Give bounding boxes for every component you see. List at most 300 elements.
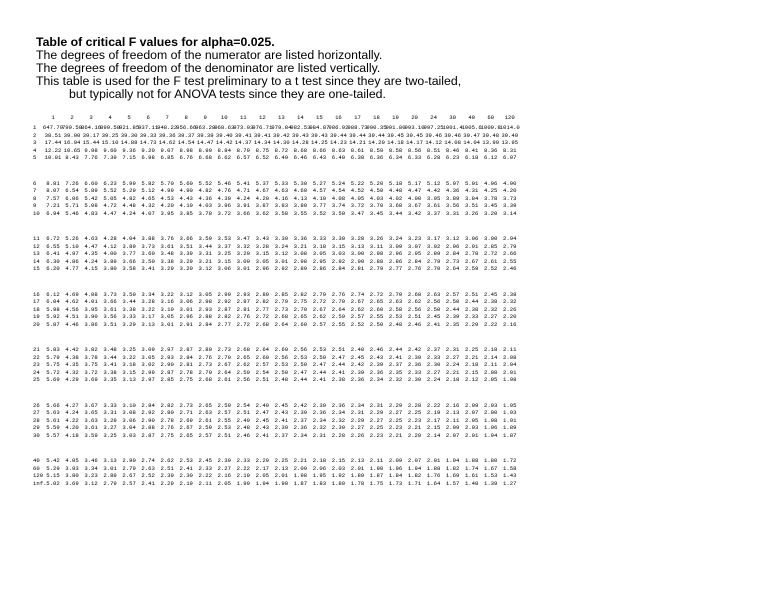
table-cell: 2.70 [388, 290, 403, 298]
table-cell: 5.92 [46, 313, 60, 320]
table-cell: 2.19 [426, 409, 441, 416]
table-cell: 2.34 [312, 416, 327, 424]
table-cell: 2.41 [255, 431, 270, 439]
table-cell: 3.86 [84, 320, 98, 328]
table-cell: 4.69 [65, 290, 79, 298]
table-cell: 3.61 [426, 202, 441, 209]
table-cell: 6.68 [198, 154, 212, 161]
table-cell: 2.70 [426, 265, 441, 272]
table-cell: 2.05 [255, 472, 270, 479]
table-cell: 2.82 [293, 290, 308, 298]
table-cell: 2.01 [350, 464, 365, 472]
table-cell: 15.44 [82, 139, 100, 146]
table-cell: 2.98 [198, 298, 212, 305]
table-cell: 2.34 [331, 409, 346, 416]
table-cell: 3.00 [350, 250, 365, 257]
table-cell: 39.46 [444, 131, 462, 139]
table-cell: 3.93 [65, 464, 79, 472]
table-cell: 2.29 [464, 320, 479, 328]
table-cell: 2.57 [445, 290, 460, 298]
table-cell: 8.36 [483, 146, 498, 154]
table-cell: 4.35 [65, 361, 79, 368]
row-label-df-24: 24 [33, 368, 40, 376]
table-cell: 2.26 [350, 431, 365, 439]
table-cell: 2.80 [160, 409, 174, 416]
table-cell: 2.48 [236, 424, 251, 431]
table-cell: 2.51 [217, 431, 231, 439]
table-cell: 5.15 [46, 472, 60, 479]
table-cell: 2.27 [350, 424, 365, 431]
table-cell: 2.16 [503, 320, 517, 328]
table-cell: 2.95 [312, 257, 327, 265]
table-cell: 2.29 [255, 457, 270, 464]
table-cell: 3.69 [65, 479, 79, 487]
table-cell: 3.95 [160, 209, 174, 217]
table-cell: 5.46 [217, 179, 231, 187]
table-cell: 2.56 [274, 353, 289, 361]
table-cell: 3.29 [103, 416, 117, 424]
table-cell: 2.82 [255, 298, 270, 305]
table-cell: 2.67 [350, 298, 365, 305]
table-cell: 2.60 [255, 353, 270, 361]
table-cell: 2.90 [122, 457, 136, 464]
table-cell: 3.73 [103, 290, 117, 298]
row-label-df-26: 26 [33, 401, 40, 409]
table-cell: 2.34 [369, 376, 384, 383]
table-cell: 1.99 [236, 479, 251, 487]
row-label-df-16: 16 [33, 290, 40, 298]
table-cell: 1.74 [464, 464, 479, 472]
table-cell: 2.55 [503, 257, 517, 265]
table-cell: 2.22 [236, 464, 251, 472]
table-cell: 2.71 [179, 409, 193, 416]
table-cell: 2.79 [274, 298, 289, 305]
table-cell: 2.32 [503, 298, 517, 305]
table-cell: 2.76 [331, 290, 346, 298]
table-cell: 2.01 [426, 457, 441, 464]
table-cell: 799.50 [61, 124, 83, 131]
table-cell: 3.26 [369, 235, 384, 242]
table-cell: 14.28 [291, 139, 309, 146]
column-header-df-8: 8 [184, 114, 188, 121]
table-cell: 4.24 [236, 194, 251, 202]
table-cell: 14.47 [196, 139, 214, 146]
document-heading: Table of critical F values for alpha=0.025. [36, 35, 275, 49]
table-cell: 3.68 [388, 202, 403, 209]
table-cell: 3.43 [255, 235, 270, 242]
row-label-df-28: 28 [33, 416, 40, 424]
table-cell: 2.38 [483, 298, 498, 305]
table-cell: 14.08 [444, 139, 462, 146]
table-cell: 15.10 [101, 139, 119, 146]
table-cell: 4.72 [103, 202, 117, 209]
table-cell: 2.57 [217, 409, 231, 416]
table-cell: 2.51 [407, 313, 422, 320]
table-cell: 2.03 [483, 401, 498, 409]
table-cell: 2.96 [255, 265, 270, 272]
table-cell: 14.88 [120, 139, 138, 146]
table-cell: 3.16 [160, 298, 174, 305]
table-cell: 4.76 [217, 187, 231, 194]
table-cell: 3.39 [503, 202, 517, 209]
table-cell: 2.50 [369, 320, 384, 328]
row-label-df-20: 20 [33, 320, 40, 328]
table-cell: 6.40 [331, 154, 346, 161]
table-cell: 2.45 [198, 457, 212, 464]
table-cell: 5.42 [46, 457, 60, 464]
table-cell: 5.22 [350, 179, 365, 187]
table-cell: 3.02 [141, 361, 155, 368]
table-cell: 2.53 [179, 457, 193, 464]
table-cell: 3.12 [84, 479, 98, 487]
column-header-df-6: 6 [146, 114, 150, 121]
table-cell: 5.12 [141, 187, 155, 194]
table-cell: 1.93 [503, 409, 517, 416]
table-cell: 9.20 [141, 146, 155, 154]
table-cell: 7.26 [65, 179, 79, 187]
table-cell: 6.85 [160, 154, 174, 161]
table-cell: 3.41 [103, 361, 117, 368]
table-cell: 2.21 [388, 431, 403, 439]
table-cell: 2.88 [198, 313, 212, 320]
table-cell: 1.83 [312, 479, 327, 487]
table-cell: 2.67 [122, 472, 136, 479]
table-cell: 2.23 [407, 416, 422, 424]
table-cell: 4.24 [122, 209, 136, 217]
table-cell: 3.36 [293, 235, 308, 242]
table-cell: 6.46 [293, 154, 308, 161]
table-cell: 16.04 [63, 139, 81, 146]
table-cell: 921.85 [119, 124, 140, 131]
table-cell: 3.13 [103, 457, 117, 464]
table-cell: 2.86 [312, 265, 327, 272]
table-cell: 3.31 [198, 250, 212, 257]
table-cell: 2.44 [464, 298, 479, 305]
table-cell: 2.97 [160, 346, 174, 353]
table-cell: 2.72 [255, 313, 270, 320]
table-cell: 4.50 [369, 187, 384, 194]
table-cell: 14.73 [139, 139, 157, 146]
table-cell: 6.18 [464, 154, 479, 161]
table-cell: 3.15 [255, 250, 270, 257]
table-cell: 990.35 [366, 124, 387, 131]
row-label-df-17: 17 [33, 298, 40, 305]
table-cell: 3.28 [255, 242, 270, 250]
table-cell: 991.80 [385, 124, 406, 131]
table-cell: 5.66 [46, 401, 60, 409]
table-cell: 2.17 [255, 464, 270, 472]
table-cell: 2.79 [503, 242, 517, 250]
table-cell: 2.79 [103, 479, 117, 487]
table-cell: 2.84 [445, 250, 460, 257]
table-cell: 2.33 [426, 353, 441, 361]
table-cell: 2.21 [445, 368, 460, 376]
table-cell: 948.22 [157, 124, 178, 131]
table-cell: 2.65 [198, 401, 212, 409]
table-cell: 8.79 [236, 146, 251, 154]
row-label-df-11: 11 [33, 235, 40, 242]
table-cell: 2.15 [464, 368, 479, 376]
table-cell: 9.60 [103, 146, 117, 154]
table-cell: 5.61 [46, 416, 60, 424]
table-cell: 39.41 [253, 131, 271, 139]
table-cell: 2.79 [426, 257, 441, 265]
table-cell: 3.88 [141, 235, 155, 242]
table-cell: 2.35 [445, 320, 460, 328]
column-header-df-9: 9 [203, 114, 207, 121]
table-cell: 3.74 [331, 202, 346, 209]
column-header-df-40: 40 [468, 114, 476, 121]
table-cell: 1.89 [350, 472, 365, 479]
table-cell: 2.65 [293, 313, 308, 320]
table-cell: 3.23 [407, 235, 422, 242]
table-cell: 1.94 [255, 479, 270, 487]
table-cell: 5.57 [46, 431, 60, 439]
table-cell: 2.18 [445, 376, 460, 383]
table-cell: 3.39 [179, 250, 193, 257]
table-cell: 5.69 [46, 376, 60, 383]
table-cell: 6.54 [65, 187, 79, 194]
table-cell: 39.49 [501, 131, 519, 139]
table-cell: 2.64 [255, 346, 270, 353]
table-cell: 4.02 [388, 194, 403, 202]
table-cell: 5.27 [312, 179, 327, 187]
table-cell: 3.28 [141, 298, 155, 305]
table-cell: 1.80 [483, 457, 498, 464]
table-cell: 10.65 [63, 146, 81, 154]
table-cell: 8.72 [274, 146, 289, 154]
table-cell: 1.96 [388, 464, 403, 472]
table-cell: 5.10 [65, 242, 79, 250]
table-cell: 2.77 [217, 320, 231, 328]
table-cell: 4.51 [65, 313, 79, 320]
table-cell: 1.82 [445, 464, 460, 472]
table-cell: 2.61 [483, 257, 498, 265]
table-cell: 976.71 [252, 124, 273, 131]
table-cell: 2.41 [426, 320, 441, 328]
table-cell: 3.13 [122, 376, 136, 383]
table-cell: 3.73 [141, 242, 155, 250]
table-cell: 2.84 [331, 265, 346, 272]
table-cell: 2.33 [198, 464, 212, 472]
table-cell: 2.87 [236, 298, 251, 305]
table-cell: 4.60 [293, 187, 308, 194]
table-cell: 5.37 [255, 179, 270, 187]
table-cell: 5.46 [65, 209, 79, 217]
row-label-df-22: 22 [33, 353, 40, 361]
table-cell: 3.70 [369, 202, 384, 209]
table-cell: 2.41 [141, 479, 155, 487]
table-cell: 2.39 [274, 424, 289, 431]
table-cell: 3.13 [350, 242, 365, 250]
table-cell: 2.39 [293, 409, 308, 416]
table-cell: 3.66 [122, 257, 136, 265]
table-cell: 2.45 [350, 353, 365, 361]
table-cell: 39.43 [311, 131, 328, 139]
table-cell: 1.71 [407, 479, 422, 487]
table-cell: 1.88 [464, 457, 479, 464]
table-cell: 2.79 [312, 290, 327, 298]
table-cell: 3.75 [84, 361, 98, 368]
row-label-df-15: 15 [33, 265, 40, 272]
table-cell: 986.92 [328, 124, 349, 131]
table-cell: 4.47 [103, 209, 117, 217]
table-cell: 1.61 [464, 472, 479, 479]
table-cell: 14.20 [368, 139, 385, 146]
table-cell: 2.27 [445, 353, 460, 361]
table-cell: 2.70 [331, 298, 346, 305]
table-cell: 3.17 [426, 235, 441, 242]
table-cell: 14.17 [406, 139, 423, 146]
column-header-df-7: 7 [165, 114, 169, 121]
table-cell: 2.74 [141, 457, 155, 464]
table-cell: 2.03 [464, 424, 479, 431]
table-cell: 4.18 [65, 431, 79, 439]
table-cell: 4.67 [255, 187, 270, 194]
table-cell: 5.42 [84, 194, 98, 202]
table-cell: 2.64 [445, 265, 460, 272]
table-cell: 3.02 [426, 242, 441, 250]
table-cell: 2.79 [122, 464, 136, 472]
table-cell: 1009.8 [480, 124, 501, 131]
table-cell: 7.21 [46, 202, 60, 209]
table-cell: 2.88 [369, 257, 384, 265]
table-cell: 3.60 [141, 250, 155, 257]
table-cell: 3.08 [293, 250, 308, 257]
table-cell: 2.85 [274, 290, 289, 298]
table-cell: 2.96 [388, 250, 403, 257]
column-header-df-2: 2 [70, 114, 74, 121]
table-cell: 2.22 [198, 472, 212, 479]
row-label-df-30: 30 [33, 431, 40, 439]
table-cell: 3.52 [312, 209, 327, 217]
table-cell: 1.67 [483, 464, 498, 472]
table-cell: 1.84 [388, 472, 403, 479]
table-cell: 39.44 [330, 131, 347, 139]
table-cell: 1.87 [293, 479, 308, 487]
table-cell: 2.53 [312, 346, 327, 353]
row-label-df-6: 6 [33, 179, 37, 187]
table-cell: 2.51 [160, 464, 174, 472]
table-cell: 8.56 [407, 146, 422, 154]
table-cell: 2.65 [179, 431, 193, 439]
table-cell: 6.04 [46, 298, 60, 305]
table-cell: 39.44 [349, 131, 366, 139]
table-cell: 3.59 [198, 235, 212, 242]
table-cell: 1014.0 [499, 124, 520, 131]
table-cell: 3.18 [312, 242, 327, 250]
table-cell: 2.72 [236, 320, 251, 328]
table-cell: 2.46 [236, 431, 251, 439]
table-cell: 2.43 [369, 353, 384, 361]
table-cell: 2.92 [141, 409, 155, 416]
table-cell: 3.22 [141, 305, 155, 313]
table-cell: 4.13 [293, 194, 308, 202]
table-cell: 3.25 [103, 431, 117, 439]
table-cell: 2.47 [255, 409, 270, 416]
table-cell: 39.44 [368, 131, 385, 139]
table-cell: 2.30 [426, 361, 441, 368]
table-cell: 2.59 [198, 424, 212, 431]
table-cell: 2.47 [331, 353, 346, 361]
table-cell: 1.43 [503, 472, 517, 479]
table-cell: 7.57 [46, 194, 60, 202]
table-cell: 17.44 [44, 139, 62, 146]
table-cell: 5.41 [236, 179, 251, 187]
table-cell: 2.09 [445, 424, 460, 431]
table-cell: 3.20 [236, 250, 251, 257]
table-cell: 39.41 [234, 131, 252, 139]
table-cell: 4.82 [122, 194, 136, 202]
table-cell: 14.54 [177, 139, 195, 146]
table-cell: 2.92 [331, 257, 346, 265]
table-cell: 2.32 [483, 305, 498, 313]
table-cell: 2.92 [274, 265, 289, 272]
row-label-df-40: 40 [33, 457, 40, 464]
table-cell: 3.29 [179, 257, 193, 265]
column-header-df-10: 10 [220, 114, 228, 121]
table-cell: 14.34 [253, 139, 271, 146]
table-cell: 3.07 [407, 242, 422, 250]
table-cell: 3.08 [122, 409, 136, 416]
table-cell: 899.58 [100, 124, 121, 131]
table-cell: 2.51 [331, 346, 346, 353]
table-cell: 4.42 [65, 346, 79, 353]
table-cell: 864.16 [80, 124, 102, 131]
table-cell: 968.63 [214, 124, 235, 131]
table-cell: 3.12 [445, 235, 460, 242]
table-cell: 2.15 [331, 457, 346, 464]
table-cell: 3.44 [388, 209, 403, 217]
table-cell: 3.15 [122, 368, 136, 376]
table-cell: 3.06 [464, 235, 479, 242]
table-cell: 1.48 [464, 479, 479, 487]
table-cell: 3.38 [122, 305, 136, 313]
table-cell: 2.60 [274, 346, 289, 353]
table-cell: 1.94 [407, 464, 422, 472]
table-cell: 2.45 [274, 401, 289, 409]
table-cell: 4.82 [198, 187, 212, 194]
table-cell: 3.21 [293, 242, 308, 250]
table-cell: 6.41 [46, 250, 60, 257]
table-cell: 5.70 [160, 179, 174, 187]
table-cell: 1.92 [331, 472, 346, 479]
row-label-df-120: 120 [33, 472, 44, 479]
table-cell: 2.33 [236, 457, 251, 464]
column-header-df-12: 12 [258, 114, 266, 121]
table-cell: 2.89 [426, 250, 441, 257]
table-cell: 2.67 [464, 257, 479, 265]
table-cell: 1.69 [445, 472, 460, 479]
table-cell: 4.31 [464, 187, 479, 194]
column-header-df-14: 14 [297, 114, 304, 121]
table-cell: 4.32 [65, 368, 79, 376]
table-cell: 2.75 [293, 298, 308, 305]
row-label-df-7: 7 [33, 187, 37, 194]
table-cell: 1.76 [426, 472, 441, 479]
table-cell: 3.56 [103, 313, 117, 320]
table-cell: 2.84 [198, 320, 212, 328]
table-cell: 937.11 [138, 124, 159, 131]
table-cell: 3.78 [84, 353, 98, 361]
column-header-df-5: 5 [127, 114, 131, 121]
table-cell: 3.13 [141, 320, 155, 328]
table-cell: 1.98 [293, 472, 308, 479]
table-cell: 2.30 [407, 376, 422, 383]
table-cell: 6.23 [445, 154, 460, 161]
table-cell: 4.10 [179, 202, 193, 209]
table-cell: 2.52 [483, 265, 498, 272]
